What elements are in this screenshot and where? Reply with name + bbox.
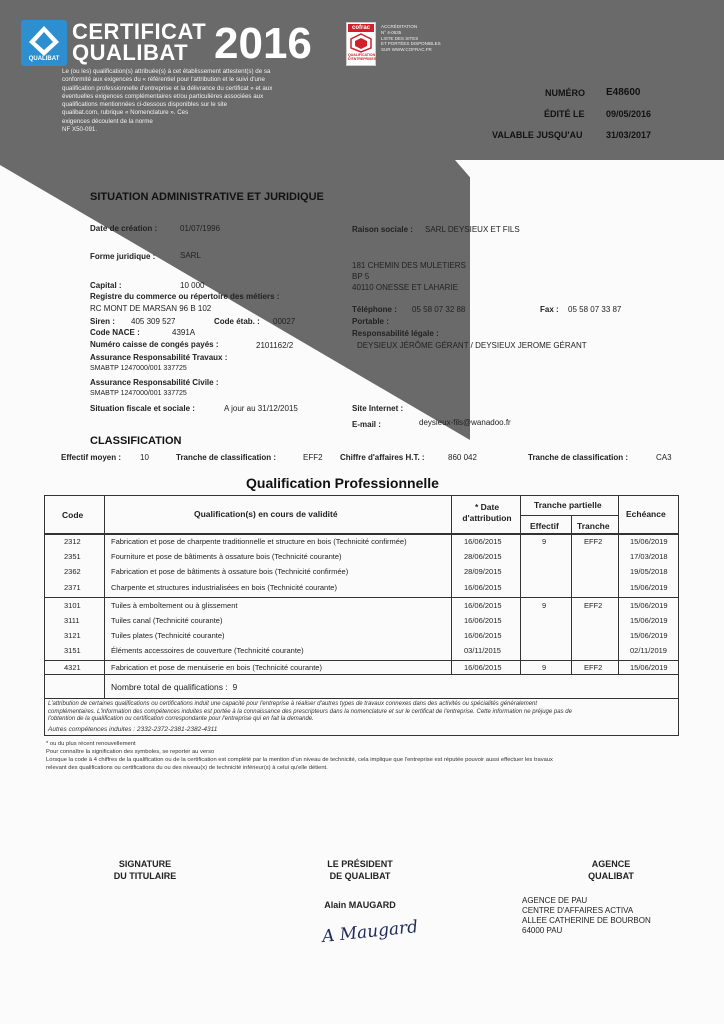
- row-label: Fabrication et pose de bâtiments à ossature bois (Technicité confirmée): [111, 567, 349, 576]
- row-label: Tuiles plates (Technicité courante): [111, 631, 225, 640]
- capital-label: Capital :: [90, 281, 122, 290]
- row-date: 03/11/2015: [464, 646, 501, 655]
- row-echeance: 19/05/2018: [630, 567, 668, 576]
- email-value: deysieux-fils@wanadoo.fr: [419, 418, 511, 427]
- forme-label: Forme juridique :: [90, 252, 156, 261]
- col-code-header: Code: [62, 510, 84, 520]
- admin-section-title: SITUATION ADMINISTRATIVE ET JURIDIQUE: [90, 191, 324, 203]
- row-effectif: 9: [542, 663, 547, 672]
- row-date: 28/06/2015: [464, 552, 502, 561]
- rc-civile-value: SMABTP 1247000/001 337725: [90, 390, 187, 397]
- row-date: 16/06/2015: [464, 616, 502, 625]
- nace-value: 4391A: [172, 328, 196, 337]
- row-code: 2362: [64, 567, 81, 576]
- tranche2-value: CA3: [656, 453, 672, 462]
- col-qualifs-header: Qualification(s) en cours de validité: [194, 509, 338, 519]
- numero-label: NUMÉRO: [545, 88, 585, 98]
- tranche2-label: Tranche de classification :: [528, 453, 629, 462]
- fax-value: 05 58 07 33 87: [568, 305, 622, 314]
- total-qualifications: Nombre total de qualifications : 9: [111, 682, 238, 692]
- president-title: LE PRÉSIDENT DE QUALIBAT: [327, 859, 393, 881]
- row-code: 4321: [64, 663, 81, 672]
- edite-label: ÉDITÉ LE: [544, 109, 585, 119]
- row-echeance: 15/06/2019: [630, 631, 668, 640]
- qualibat-title: QUALIBAT: [72, 40, 189, 65]
- email-label: E-mail :: [352, 420, 381, 429]
- row-label: Charpente et structures industrialisées en bois (Technicité courante): [111, 583, 337, 592]
- row-code: 3111: [64, 616, 80, 625]
- row-tranche: EFF2: [584, 601, 603, 610]
- numero-value: E48600: [606, 87, 641, 98]
- row-code: 2312: [64, 537, 81, 546]
- col-tranche-header: Tranche partielle: [534, 500, 602, 510]
- row-label: Éléments accessoires de couverture (Technicité courante): [111, 646, 304, 655]
- row-code: 3121: [64, 631, 81, 640]
- row-label: Fabrication et pose de menuiserie en bois (Technicité courante): [111, 663, 322, 672]
- caisse-label: Numéro caisse de congés payés :: [90, 340, 219, 349]
- row-echeance: 02/11/2019: [630, 646, 667, 655]
- edite-value: 09/05/2016: [606, 109, 652, 119]
- accreditation-text: ACCRÉDITATION N° 4-0535 LISTE DES SITES ET PORTÉES DISPONIBLES SUR WWW.COFRAC.FR: [381, 24, 441, 53]
- row-label: Tuiles à emboîtement ou à glissement: [111, 601, 238, 610]
- forme-value: SARL: [180, 251, 201, 260]
- rc-travaux-value: SMABTP 1247000/001 337725: [90, 365, 187, 372]
- agence-address: AGENCE DE PAU CENTRE D'AFFAIRES ACTIVA ALLEE CATHERINE DE BOURBON 64000 PAU: [522, 896, 651, 935]
- row-tranche: EFF2: [584, 537, 603, 546]
- row-date: 16/06/2015: [464, 631, 502, 640]
- row-code: 2371: [64, 583, 81, 592]
- code-etab-value: 00027: [273, 317, 296, 326]
- logo-text: QUALIBAT: [28, 56, 60, 62]
- rc-civile-label: Assurance Responsabilité Civile :: [90, 378, 219, 387]
- caisse-value: 2101162/2: [256, 341, 294, 350]
- effectif-label: Effectif moyen :: [61, 453, 122, 462]
- row-date: 16/06/2015: [464, 583, 502, 592]
- row-label: Tuiles canal (Technicité courante): [111, 616, 223, 625]
- capital-value: 10 000: [180, 281, 205, 290]
- tranche1-value: EFF2: [303, 453, 323, 462]
- responsabilite-value: DEYSIEUX JÉRÔME GÉRANT / DEYSIEUX JEROME GÉRANT: [357, 341, 587, 350]
- disclaimer-text: L'attribution de certaines qualifications ou certifications induit une capacité pour l'entreprise à réaliser d'autres types de travaux connexes dans des activités ou spécialités généralement complémentaires. L'information des compétences induites est portée à la connaissance des prescripteurs dans la nomenclature et sur le certificat de l'entreprise. Cette information ne préjuge pas de l'obtention de la qualification ou certification correspondante pour l'entreprise qui en fait la demande.: [48, 701, 572, 723]
- fax-label: Fax :: [540, 305, 559, 314]
- row-effectif: 9: [542, 601, 547, 610]
- row-echeance: 15/06/2019: [630, 601, 668, 610]
- cofrac-logo: cofrac QUALIFICATION D'ENTREPRISES: [346, 22, 376, 66]
- qualification-title: Qualification Professionnelle: [246, 475, 439, 491]
- date-creation-value: 01/07/1996: [180, 224, 221, 233]
- row-date: 16/06/2015: [464, 601, 502, 610]
- row-code: 2351: [64, 552, 81, 561]
- row-echeance: 15/06/2019: [630, 537, 668, 546]
- row-echeance: 15/06/2019: [630, 616, 668, 625]
- row-code: 3151: [64, 646, 81, 655]
- telephone-label: Téléphone :: [352, 305, 397, 314]
- portable-label: Portable :: [352, 317, 389, 326]
- effectif-value: 10: [140, 453, 149, 462]
- company-address: 181 CHEMIN DES MULETIERS BP 5 40110 ONESSE ET LAHARIE: [352, 261, 466, 292]
- col-date-header: * Date d'attribution: [462, 502, 512, 523]
- col-effectif-header: Effectif: [530, 521, 559, 531]
- code-etab-label: Code étab. :: [214, 317, 260, 326]
- internet-label: Site Internet :: [352, 404, 404, 413]
- siren-value: 405 309 527: [131, 317, 176, 326]
- certificat-title: CERTIFICAT: [72, 19, 207, 44]
- signature-titulaire: SIGNATURE DU TITULAIRE: [113, 859, 177, 881]
- fiscale-label: Situation fiscale et sociale :: [90, 404, 195, 413]
- row-echeance: 15/06/2019: [630, 663, 668, 672]
- row-echeance: 15/06/2019: [630, 583, 668, 592]
- date-creation-label: Date de création :: [90, 224, 158, 233]
- agence-title: AGENCE QUALIBAT: [588, 859, 634, 881]
- qualibat-logo: [21, 20, 67, 66]
- registre-label: Registre du commerce ou répertoire des métiers :: [90, 292, 280, 301]
- induites-text: Autres compétences induites : 2332-2372-2381-2382-4311: [48, 726, 218, 733]
- intro-text: Le (ou les) qualification(s) attribuée(s) à cet établissement attestent(s) de sa conformité aux exigences du « référentiel pour l'attribution et le suivi d'une qualification professionnelle d'entreprise et la délivrance du certificat » et aux éventuelles exigences complémentaires et/ou particulières associées aux qualifications mentionnées ci-dessous disponibles sur le site qualibat.com, rubrique « Nomenclature ». Ces exigences découlent de la norme NF X50-091.: [62, 68, 273, 134]
- valable-value: 31/03/2017: [606, 130, 652, 140]
- raison-label: Raison sociale :: [352, 225, 413, 234]
- tranche1-label: Tranche de classification :: [176, 453, 277, 462]
- row-label: Fabrication et pose de charpente traditionnelle et structure en bois (Technicité confirmée): [111, 537, 407, 546]
- footnotes: * ou du plus récent renouvellement Pour connaître la signification des symboles, se reporter au verso Lorsque la code à 4 chiffres de la qualification ou de la certification est complété par la mention d'un niveau de technicité, cela implique que l'entreprise est réputée pouvoir aussi effectuer les travaux relevant des qualifications ou certifications du ou des niveau(x) de technicité inférieur(s) à celui qu'elle détient.: [46, 741, 553, 771]
- president-signature: A Maugard: [321, 917, 419, 947]
- row-effectif: 9: [542, 537, 547, 546]
- siren-label: Siren :: [90, 317, 115, 326]
- row-date: 16/06/2015: [464, 537, 502, 546]
- rc-travaux-label: Assurance Responsabilité Travaux :: [90, 353, 228, 362]
- row-date: 28/09/2015: [464, 567, 502, 576]
- ca-label: Chiffre d'affaires H.T. :: [340, 453, 425, 462]
- row-echeance: 17/03/2018: [630, 552, 668, 561]
- col-tranche-sub-header: Tranche: [577, 521, 610, 531]
- row-tranche: EFF2: [584, 663, 603, 672]
- telephone-value: 05 58 07 32 88: [412, 305, 466, 314]
- valable-label: VALABLE JUSQU'AU: [492, 130, 583, 140]
- raison-value: SARL DEYSIEUX ET FILS: [425, 225, 520, 234]
- col-echeance-header: Echéance: [626, 509, 666, 519]
- president-name: Alain MAUGARD: [324, 900, 396, 910]
- classification-title: CLASSIFICATION: [90, 435, 182, 447]
- row-date: 16/06/2015: [464, 663, 502, 672]
- certificate-year: 2016: [214, 19, 312, 68]
- row-label: Fourniture et pose de bâtiments à ossature bois (Technicité courante): [111, 552, 342, 561]
- fiscale-value: A jour au 31/12/2015: [224, 404, 298, 413]
- cofrac-hexagon-icon: [347, 33, 375, 53]
- ca-value: 860 042: [448, 453, 477, 462]
- row-code: 3101: [64, 601, 81, 610]
- responsabilite-label: Responsabilité légale :: [352, 329, 439, 338]
- registre-value: RC MONT DE MARSAN 96 B 102: [90, 304, 212, 313]
- nace-label: Code NACE :: [90, 328, 140, 337]
